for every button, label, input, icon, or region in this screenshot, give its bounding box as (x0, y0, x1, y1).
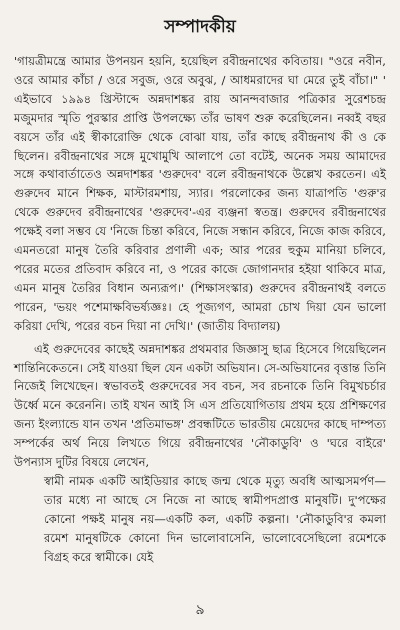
paragraph-shantiniketan: এই গুরুদেবের কাছেই অন্নদাশঙ্কর প্রথমবার জিজ্ঞাসু ছাত্র হিসেবে গিয়েছিলেন শান্তিনিকেতনে। সেই যাওয়া ছিল যেন একটা অভিযান। সে-অভিযানের বৃত্তান্ত তিনি নিজেই লিখেছেন। স্বভাবতই গুরুদেবের সব বচন, সব রচনাকে তিনি বিমুখচর্চার উর্ধ্বে মনে করেননি। তাই যখন আই সি এস প্রতিযোগিতায় প্রথম হয়ে প্রশিক্ষণের জন্য ইংল্যান্ডে যান তখন 'প্রতিমাভঙ্গ' প্রবন্ধটিতে ভারতীয় মেয়েদের কাছে দাম্পত্য সম্পর্কের অর্থ নিয়ে লিখতে গিয়ে রবীন্দ্রনাথের 'নৌকাডুবি' ও 'ঘরে বাইরে' উপন্যাস দুটির বিষয়ে লেখেন, (14, 341, 386, 470)
quote-block: স্বামী নামক একটি আইডিয়ার কাছে জন্ম থেকে মৃত্যু অবধি আত্মসমর্পণ—তার মধ্যে না আছে সে নিজে না আছে স্বামীপদপ্রাপ্ত মানুষটি। দু'পক্ষের কোনো পক্ষই মানুষ নয়—একটি কল, একটি কল্পনা। 'নৌকাডুবি'র কমলা রমেশ মানুষটিকে কোনো দিন ভালোবাসেনি, ভালোবেসেছিলো রমেশকে বিগ্রহ করে স্বামীকে। যেই (44, 473, 386, 564)
paragraph-intro: 'গায়ত্রীমন্ত্রে আমার উপনয়ন হয়নি, হয়েছিল রবীন্দ্রনাথের কবিতায়। "ওরে নবীন, ওরে আমার কাঁচা / ওরে সবুজ, ওরে অবুঝ, / আধমরাদের ঘা মেরে তুই বাঁচা।" ' এইভাবে ১৯৯৪ খ্রিস্টাব্দে অন্নদাশঙ্কর রায় আনন্দবাজার পত্রিকার সুরেশচন্দ্র মজুমদার স্মৃতি পুরস্কার প্রাপ্তি উপলক্ষ্যে তাঁর ভাষণ শুরু করেছিলেন। নব্বই বছর বয়সে তাঁর এই স্বীকারোক্তি থেকে বোঝা যায়, তাঁর কাছে রবীন্দ্রনাথ কী ও কে ছিলেন। রবীন্দ্রনাথের সঙ্গে মুখোমুখি আলাপে তো বটেই, অনেক সময় আমাদের সঙ্গে কথাবার্তাতেও অন্নদাশঙ্কর 'গুরুদেব' বলে রবীন্দ্রনাথকে উল্লেখ করতেন। এই গুরুদেব মানে শিক্ষক, মাস্টারমশায়, স্যার। পরলোকের জন্য যাত্রাপতি 'গুরু'র থেকে গুরুদেব রবীন্দ্রনাথের 'গুরুদেব'-এর ব্যঞ্জনা স্বতন্ত্র। গুরুদেব রবীন্দ্রনাথের পক্ষেই বলা সম্ভব যে 'নিজে চিন্তা করিবে, নিজে সন্ধান করিবে, নিজে কাজ করিবে, এমনতরো মানুষ তৈরি করিবার প্রণালী এক; আর পরের হুকুম মানিয়া চলিবে, পরের মতের প্রতিবাদ করিবে না, ও পরের কাজে জোগানদার হইয়া থাকিবে মাত্র, এমন মানুষ তৈরির বিধান অন্যরূপ।' (শিক্ষাসংস্কার) গুরুদেব রবীন্দ্রনাথই বলতে পারেন, 'ভয়ং পশেমাক্ষবিভর্ষ্যজ্ঞঃ। হে পূজ্যগণ, আমরা চোখ দিয়া যেন ভালো করিয়া দেখি, পরের বচন দিয়া না দেখি।' (জাতীয় বিদ্যালয়) (14, 54, 386, 333)
page-number: ৯ (195, 602, 205, 618)
page-title: সম্পাদকীয় (164, 17, 236, 37)
